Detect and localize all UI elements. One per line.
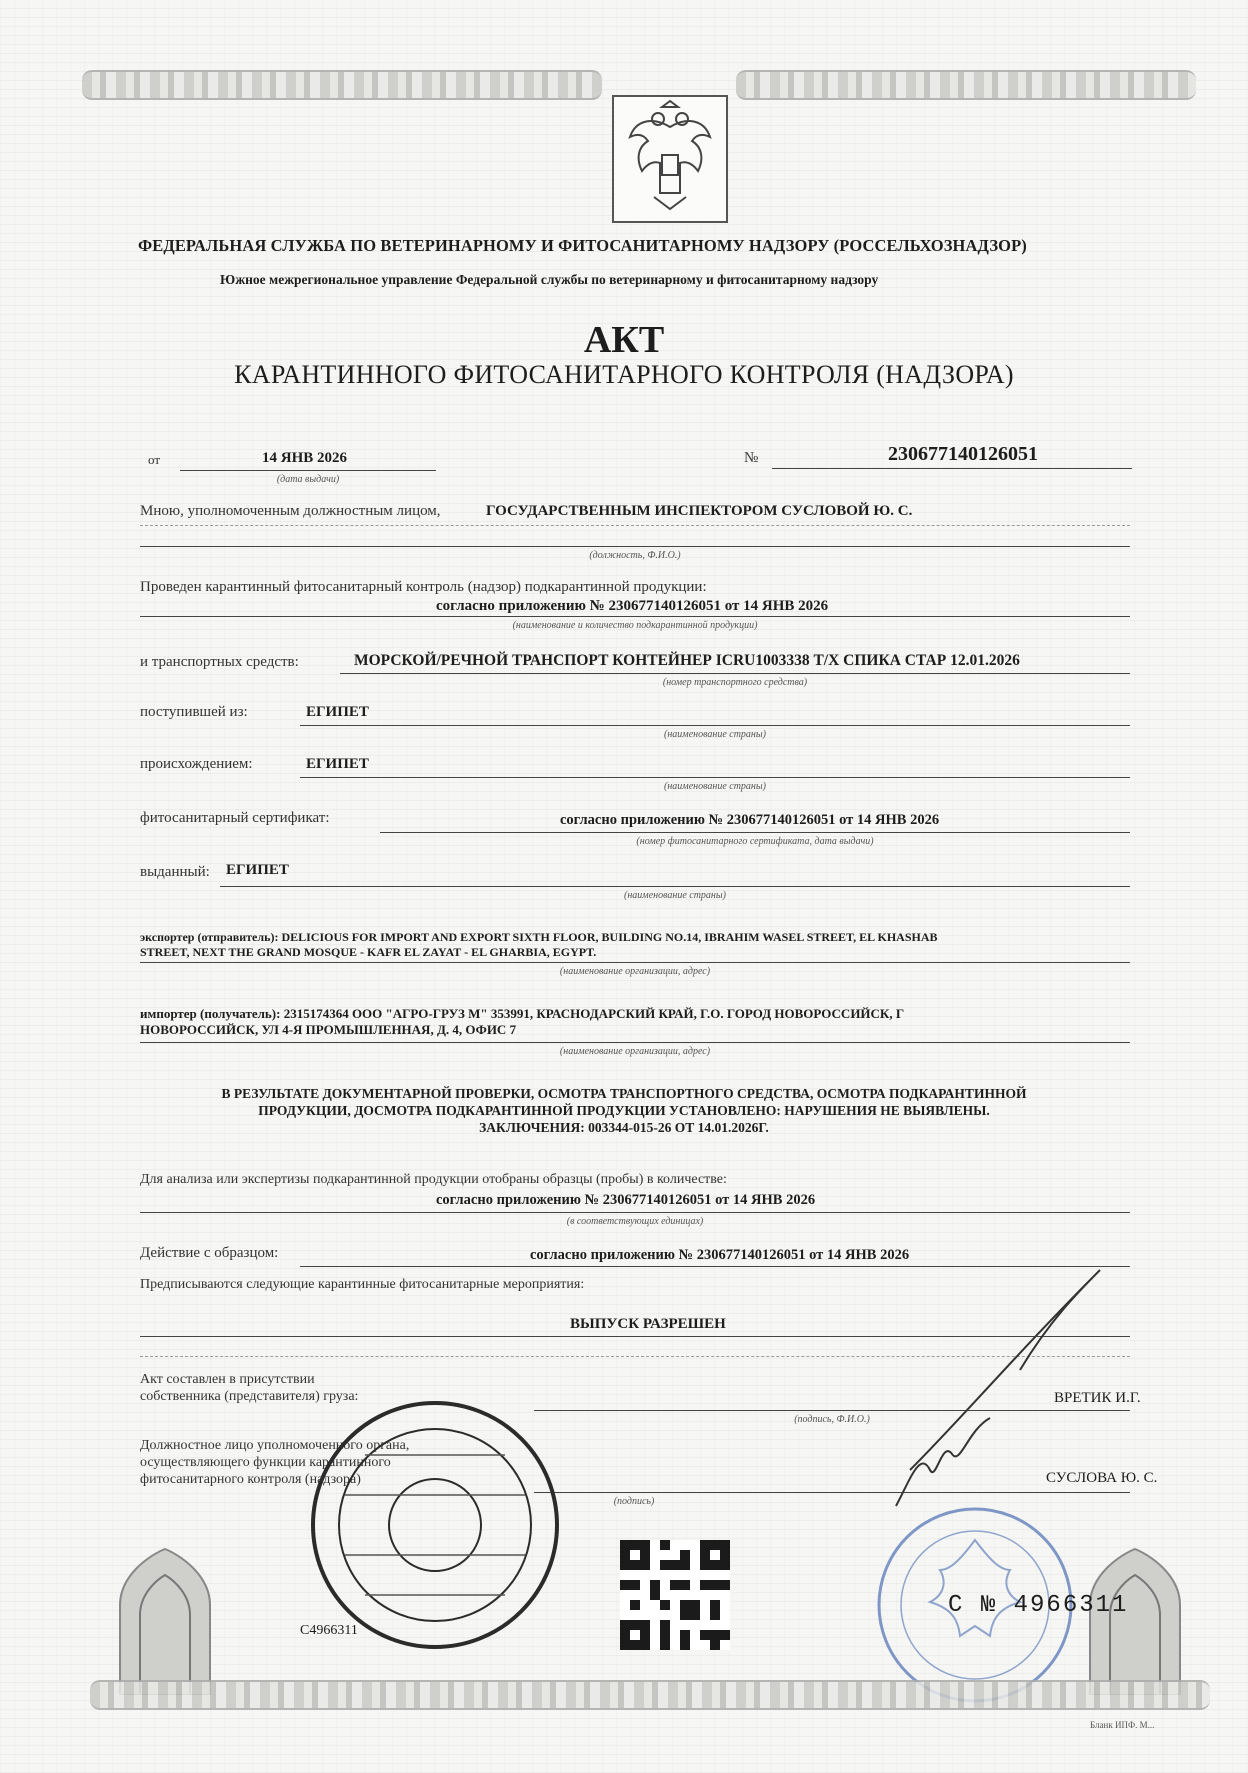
exporter-line-1: экспортер (отправитель): DELICIOUS FOR IMPORT AND EXPORT SIXTH FLOOR, BUILDING NO.14, IBRAHIM WASEL STREET, EL KHASHAB	[140, 930, 938, 944]
ornament-left-icon	[110, 1545, 220, 1695]
arrived-caption: (наименование страны)	[664, 729, 766, 740]
transport-value: МОРСКОЙ/РЕЧНОЙ ТРАНСПОРТ КОНТЕЙНЕР ICRU1003338 Т/Х СПИКА СТАР 12.01.2026	[354, 652, 1020, 669]
official-underline	[140, 546, 1130, 547]
result-line-2: ПРОДУКЦИИ, ДОСМОТРА ПОДКАРАНТИННОЙ ПРОДУКЦИИ УСТАНОВЛЕНО: НАРУШЕНИЯ НЕ ВЫЯВЛЕНЫ.	[258, 1103, 990, 1118]
official-fill-line	[140, 525, 1130, 526]
inspector-line-1: Должностное лицо уполномоченного органа,	[140, 1438, 410, 1453]
double-headed-eagle-icon	[614, 97, 726, 221]
samples-value: согласно приложению № 230677140126051 от 14 ЯНВ 2026	[436, 1192, 816, 1208]
bottom-ornament-band	[90, 1680, 1210, 1710]
issued-value: ЕГИПЕТ	[226, 862, 289, 878]
control-underline	[140, 616, 1130, 617]
agency-title: ФЕДЕРАЛЬНАЯ СЛУЖБА ПО ВЕТЕРИНАРНОМУ И ФИТОСАНИТАРНОМУ НАДЗОРУ (РОССЕЛЬХОЗНАДЗОР)	[138, 236, 1027, 255]
date-label: от	[148, 452, 161, 467]
control-caption: (наименование и количество подкарантинной продукции)	[512, 620, 758, 631]
act-subtitle: КАРАНТИННОГО ФИТОСАНИТАРНОГО КОНТРОЛЯ (НАДЗОРА)	[234, 360, 1014, 389]
arrived-label: поступившей из:	[140, 704, 248, 720]
origin-underline	[300, 777, 1130, 778]
inspector-line-3: фитосанитарного контроля (надзора)	[140, 1472, 361, 1487]
official-name: ГОСУДАРСТВЕННЫМ ИНСПЕКТОРОМ СУСЛОВОЙ Ю. С.	[486, 503, 913, 519]
issued-caption: (наименование страны)	[624, 890, 726, 901]
sample-action-label: Действие с образцом:	[140, 1245, 279, 1261]
presence-caption: (подпись, Ф.И.О.)	[794, 1414, 870, 1425]
exporter-underline	[140, 962, 1130, 963]
result-line-1: В РЕЗУЛЬТАТЕ ДОКУМЕНТАРНОЙ ПРОВЕРКИ, ОСМОТРА ТРАНСПОРТНОГО СРЕДСТВА, ОСМОТРА ПОДКАРАНТИННОЙ	[221, 1086, 1027, 1101]
measures-text: Предписываются следующие карантинные фитосанитарные мероприятия:	[140, 1277, 585, 1292]
measures-value: ВЫПУСК РАЗРЕШЕН	[570, 1316, 726, 1332]
issued-label: выданный:	[140, 864, 210, 880]
official-round-stamp	[305, 1395, 565, 1655]
certificate-value: согласно приложению № 230677140126051 от 14 ЯНВ 2026	[560, 812, 940, 828]
arrived-underline	[300, 725, 1130, 726]
official-caption: (должность, Ф.И.О.)	[589, 550, 681, 561]
top-ornament-left	[82, 70, 602, 100]
exporter-line-2: STREET, NEXT THE GRAND MOSQUE - KAFR EL ZAYAT - EL GHARBIA, EGYPT.	[140, 945, 597, 959]
serial-left: С4966311	[300, 1623, 358, 1638]
importer-caption: (наименование организации, адрес)	[559, 1046, 711, 1057]
sample-action-value: согласно приложению № 230677140126051 от 14 ЯНВ 2026	[530, 1247, 910, 1263]
act-number: 230677140126051	[888, 443, 1038, 465]
certificate-caption: (номер фитосанитарного сертификата, дата выдачи)	[636, 836, 874, 847]
presence-line-2: собственника (представителя) груза:	[140, 1389, 359, 1404]
date-underline	[180, 470, 436, 471]
origin-label: происхождением:	[140, 756, 253, 772]
certificate-underline	[380, 832, 1130, 833]
coat-of-arms-emblem	[612, 95, 728, 223]
department-title: Южное межрегиональное управление Федеральной службы по ветеринарному и фитосанитарному надзору	[220, 272, 879, 287]
importer-line-1: импортер (получатель): 2315174364 ООО "АГРО-ГРУЗ М" 353991, КРАСНОДАРСКИЙ КРАЙ, Г.О. ГОРОД НОВОРОССИЙСК, Г	[140, 1006, 905, 1021]
qr-code	[620, 1540, 730, 1650]
transport-underline	[340, 673, 1130, 674]
importer-underline	[140, 1042, 1130, 1043]
inspector-name: СУСЛОВА Ю. С.	[1046, 1470, 1158, 1486]
inspector-line-2: осуществляющего функции карантинного	[140, 1455, 391, 1470]
official-prefix: Мною, уполномоченным должностным лицом,	[140, 503, 441, 519]
origin-value: ЕГИПЕТ	[306, 756, 369, 772]
exporter-caption: (наименование организации, адрес)	[559, 966, 711, 977]
issue-date: 14 ЯНВ 2026	[262, 450, 348, 466]
issued-underline	[220, 886, 1130, 887]
footer-text: Бланк ИПФ. М...	[1090, 1720, 1155, 1730]
control-text: Проведен карантинный фитосанитарный контроль (надзор) подкарантинной продукции:	[140, 579, 707, 595]
arrived-value: ЕГИПЕТ	[306, 704, 369, 720]
ornament-right-icon	[1080, 1545, 1190, 1695]
transport-label: и транспортных средств:	[140, 654, 299, 670]
origin-caption: (наименование страны)	[664, 781, 766, 792]
control-value: согласно приложению № 230677140126051 от 14 ЯНВ 2026	[436, 598, 829, 614]
inspector-caption: (подпись)	[613, 1496, 655, 1507]
number-underline	[772, 468, 1132, 469]
certificate-label: фитосанитарный сертификат:	[140, 810, 330, 826]
transport-caption: (номер транспортного средства)	[662, 677, 808, 688]
samples-caption: (в соответствующих единицах)	[566, 1216, 704, 1227]
serial-right: С № 4966311	[948, 1592, 1129, 1619]
samples-text: Для анализа или экспертизы подкарантинной продукции отобраны образцы (пробы) в количестве:	[140, 1172, 727, 1187]
result-line-3: ЗАКЛЮЧЕНИЯ: 003344-015-26 ОТ 14.01.2026Г.	[479, 1120, 769, 1135]
top-ornament-right	[736, 70, 1196, 100]
act-title: АКТ	[583, 319, 665, 361]
importer-line-2: НОВОРОССИЙСК, УЛ 4-Я ПРОМЫШЛЕННАЯ, Д. 4, ОФИС 7	[140, 1022, 517, 1037]
inspector-underline	[534, 1492, 1130, 1493]
representative-name: ВРЕТИК И.Г.	[1054, 1390, 1141, 1406]
samples-underline	[140, 1212, 1130, 1213]
presence-line-1: Акт составлен в присутствии	[140, 1372, 315, 1387]
date-caption: (дата выдачи)	[276, 474, 340, 485]
number-label: №	[744, 450, 759, 466]
